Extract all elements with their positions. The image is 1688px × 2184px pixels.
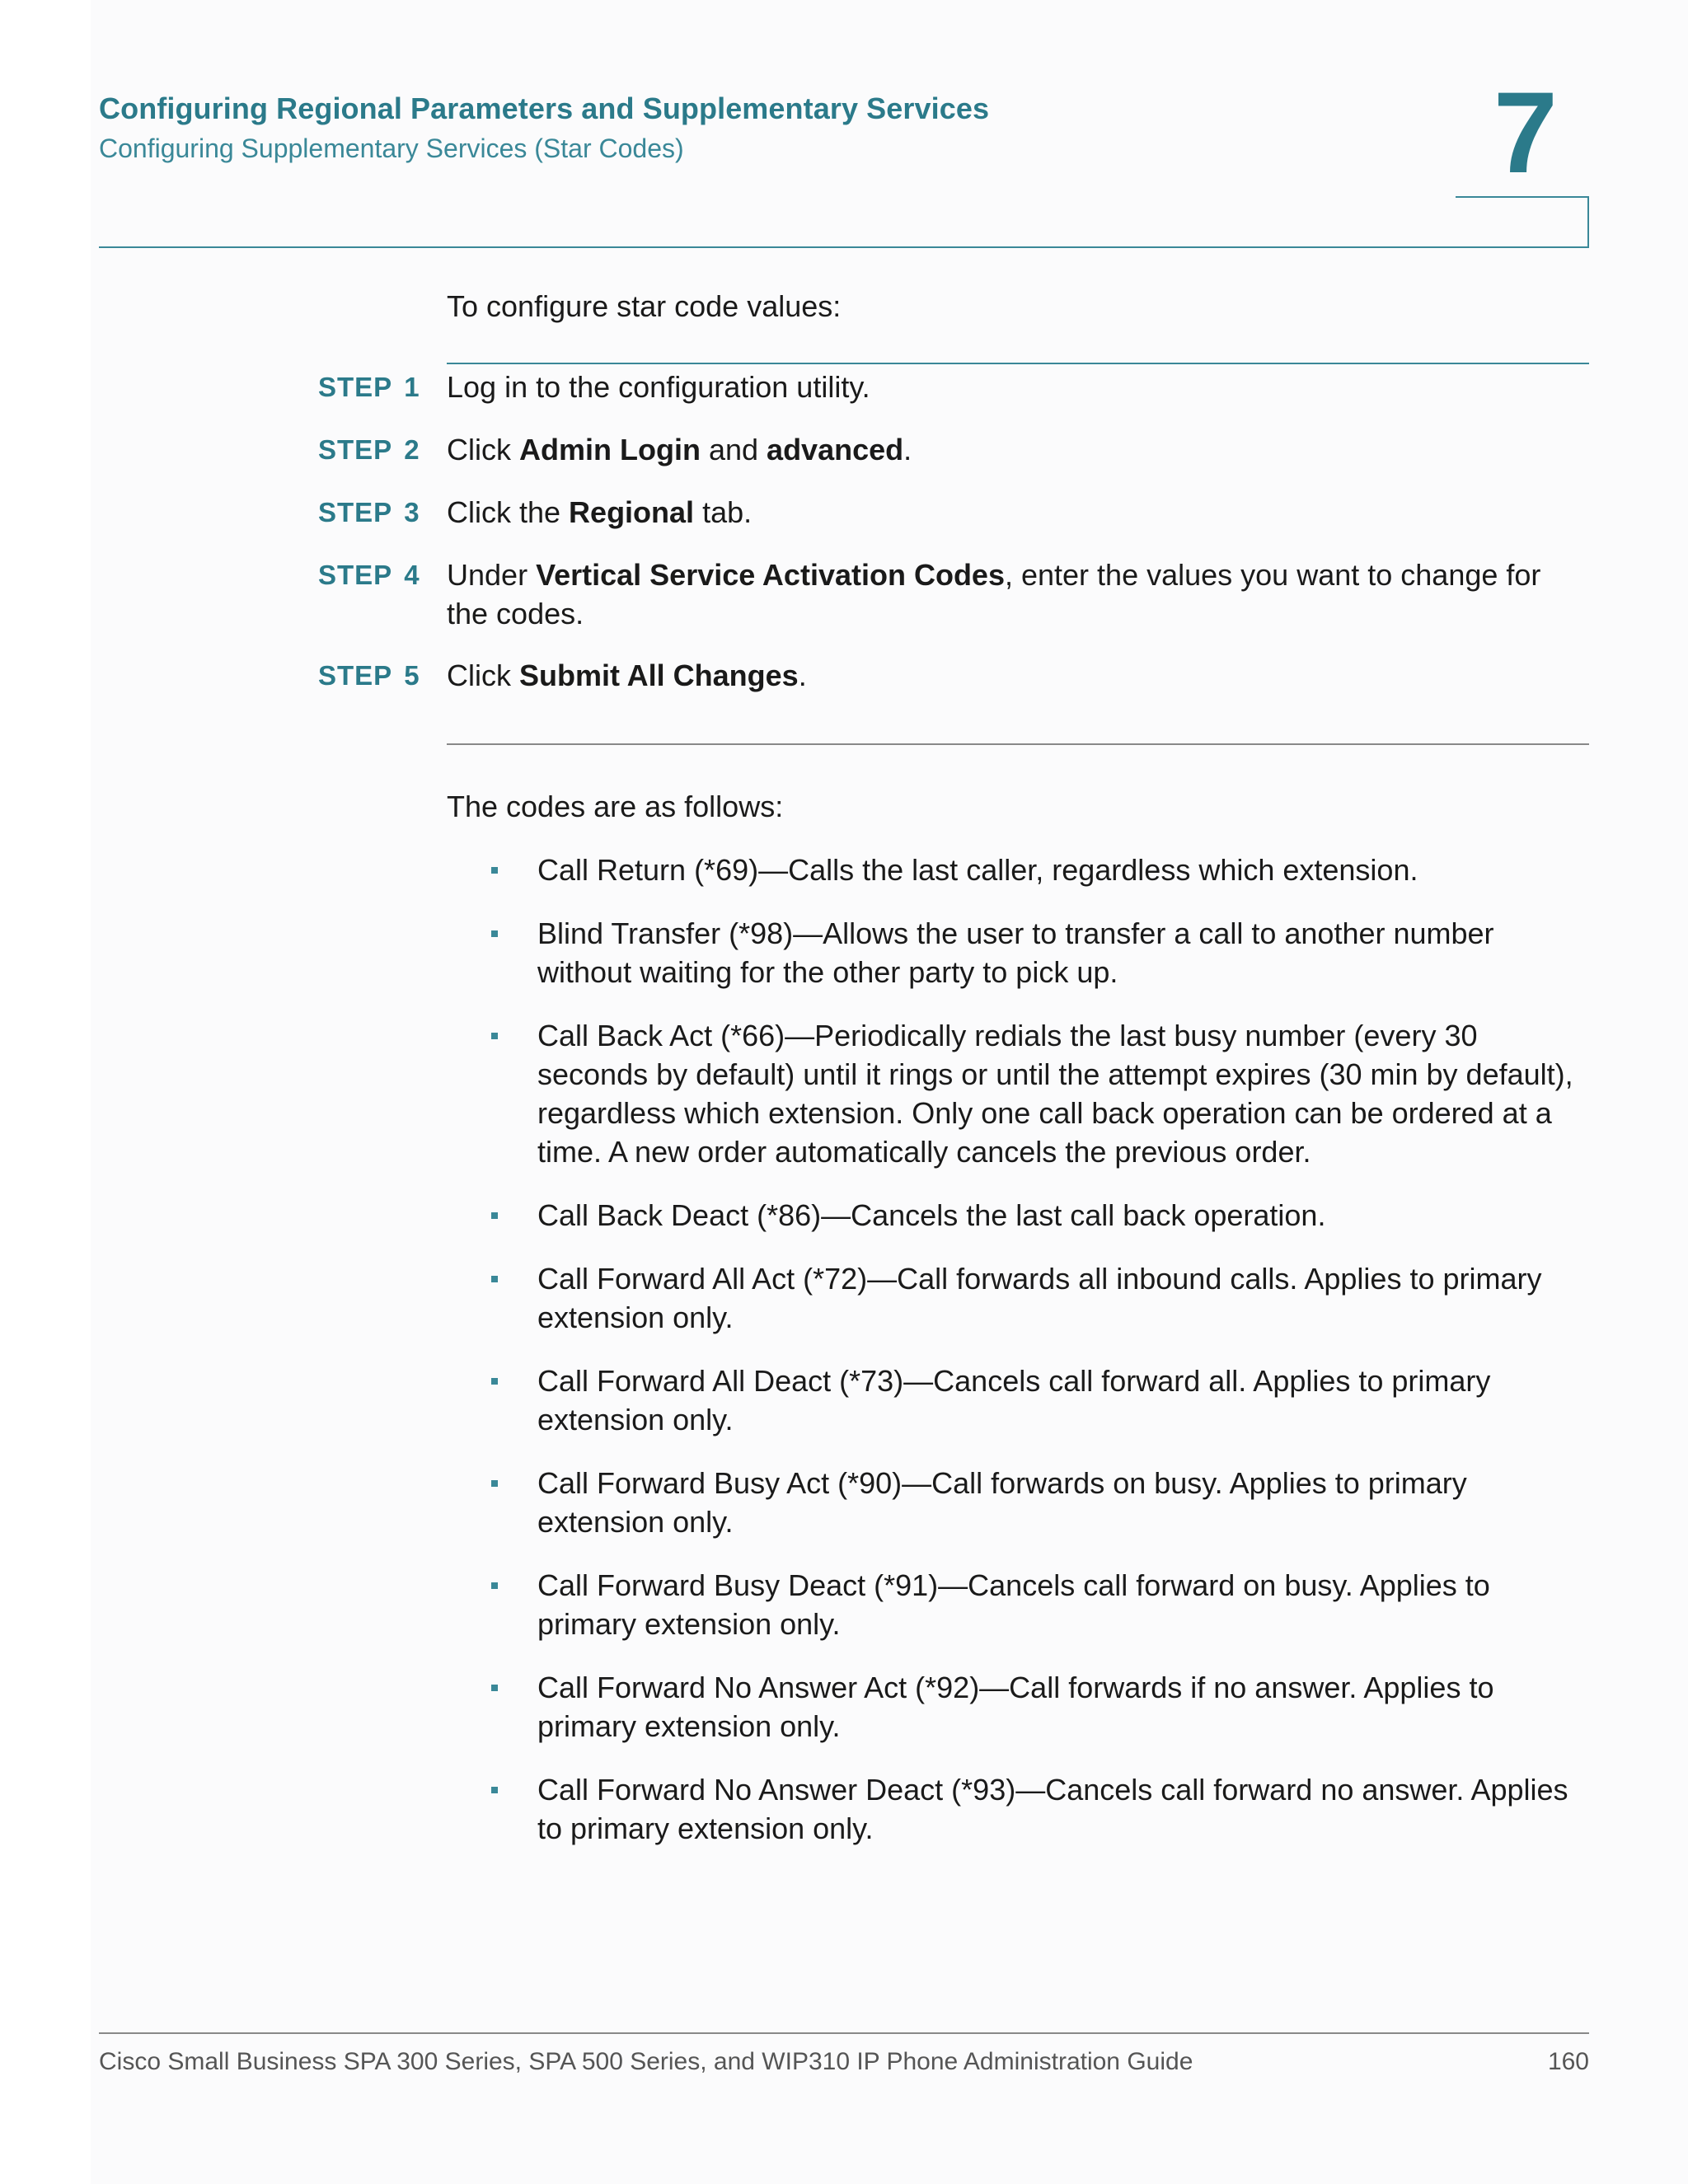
step-label: [318, 493, 420, 532]
step-text: [447, 430, 1589, 469]
step-text-run: Click: [447, 433, 519, 466]
step-text: [447, 656, 1589, 695]
step-label-word: STEP: [318, 434, 393, 465]
star-code-item: [491, 1770, 1596, 1848]
bullet-icon: [491, 1787, 498, 1793]
page-header: [99, 89, 989, 168]
step-label: [318, 430, 420, 469]
footer-divider: [99, 2032, 1589, 2034]
step-ui-term: Admin Login: [519, 433, 701, 466]
star-code-text: Call Back Act (*66)—Periodically redials the last busy number (every 30 seconds by default) until it rings or until the attempt expires (30 min by default), regardless which extension. Only one call back operation can be ordered at a time. A new order automatically cancels the previous order.: [537, 1019, 1573, 1169]
step-text-run: tab.: [694, 495, 753, 529]
bullet-icon: [491, 1582, 498, 1589]
page-number: 160: [1547, 2048, 1589, 2075]
star-code-text: Call Forward No Answer Act (*92)—Call forwards if no answer. Applies to primary extension only.: [537, 1671, 1494, 1743]
section-subtitle: Configuring Supplementary Services (Star Codes): [99, 134, 684, 163]
chapter-tab-box: [1456, 196, 1589, 247]
chapter-title: Configuring Regional Parameters and Supplementary Services: [99, 91, 990, 125]
step-text-run: Log in to the configuration utility.: [447, 370, 870, 404]
procedure-intro: To configure star code values:: [447, 289, 842, 323]
step-ui-term: Submit All Changes: [519, 658, 799, 692]
star-code-text: Call Forward Busy Deact (*91)—Cancels call forward on busy. Applies to primary extension only.: [537, 1568, 1490, 1641]
step-ui-term: advanced: [767, 433, 904, 466]
star-code-text: Call Return (*69)—Calls the last caller, regardless which extension.: [537, 853, 1418, 887]
step-number: 1: [404, 372, 420, 402]
star-code-item: [491, 1016, 1596, 1171]
star-code-text: Call Forward All Act (*72)—Call forwards all inbound calls. Applies to primary extension only.: [537, 1262, 1542, 1334]
step-label-word: STEP: [318, 660, 393, 691]
star-code-text: Call Forward All Deact (*73)—Cancels call forward all. Applies to primary extension only.: [537, 1364, 1491, 1436]
step-label: [318, 555, 420, 594]
bullet-icon: [491, 1276, 498, 1282]
star-code-item: [491, 1668, 1596, 1746]
steps-bottom-divider: [447, 743, 1589, 745]
step-text-run: .: [798, 658, 807, 692]
step-label-word: STEP: [318, 372, 393, 402]
star-code-text: Blind Transfer (*98)—Allows the user to transfer a call to another number without waiting for the other party to pick up.: [537, 916, 1494, 989]
step-number: 3: [404, 497, 420, 527]
step-label: [318, 368, 420, 406]
star-code-item: [491, 1196, 1596, 1235]
step-text-run: Under: [447, 558, 537, 592]
star-code-item: [491, 1259, 1596, 1337]
bullet-icon: [491, 1033, 498, 1039]
star-code-text: Call Back Deact (*86)—Cancels the last call back operation.: [537, 1198, 1326, 1232]
header-divider: [99, 246, 1589, 248]
steps-top-divider: [447, 363, 1589, 364]
step-label-word: STEP: [318, 560, 393, 590]
step-number: 4: [404, 560, 420, 590]
bullet-icon: [491, 1685, 498, 1691]
step-number: 2: [404, 434, 420, 465]
footer-guide-title: Cisco Small Business SPA 300 Series, SPA 500 Series, and WIP310 IP Phone Administration Guide: [99, 2048, 1193, 2075]
bullet-icon: [491, 1378, 498, 1385]
star-code-item: [491, 851, 1596, 889]
step-label: [318, 656, 420, 695]
star-code-item: [491, 1361, 1596, 1439]
step-text: [447, 555, 1589, 633]
step-text: [447, 368, 1589, 406]
star-code-text: Call Forward Busy Act (*90)—Call forwards on busy. Applies to primary extension only.: [537, 1466, 1467, 1539]
codes-intro: The codes are as follows:: [447, 790, 784, 823]
step-text-run: Click the: [447, 495, 570, 529]
step-ui-term: Vertical Service Activation Codes: [536, 558, 1005, 592]
step-text: [447, 493, 1589, 532]
step-ui-term: Regional: [569, 495, 695, 529]
star-code-item: [491, 914, 1596, 991]
step-label-word: STEP: [318, 497, 393, 527]
star-codes-list: [491, 851, 1596, 1872]
star-code-text: Call Forward No Answer Deact (*93)—Cancels call forward no answer. Applies to primary extension only.: [537, 1773, 1568, 1845]
step-text-run: and: [700, 433, 767, 466]
bullet-icon: [491, 1212, 498, 1219]
bullet-icon: [491, 930, 498, 937]
step-text-run: Click: [447, 658, 519, 692]
step-number: 5: [404, 660, 420, 691]
bullet-icon: [491, 867, 498, 874]
step-text-run: .: [903, 433, 912, 466]
star-code-item: [491, 1464, 1596, 1541]
star-code-item: [491, 1566, 1596, 1643]
step-text-run: , enter the values you want to change for the codes.: [447, 558, 1541, 630]
chapter-number: 7: [1493, 68, 1558, 197]
bullet-icon: [491, 1480, 498, 1487]
